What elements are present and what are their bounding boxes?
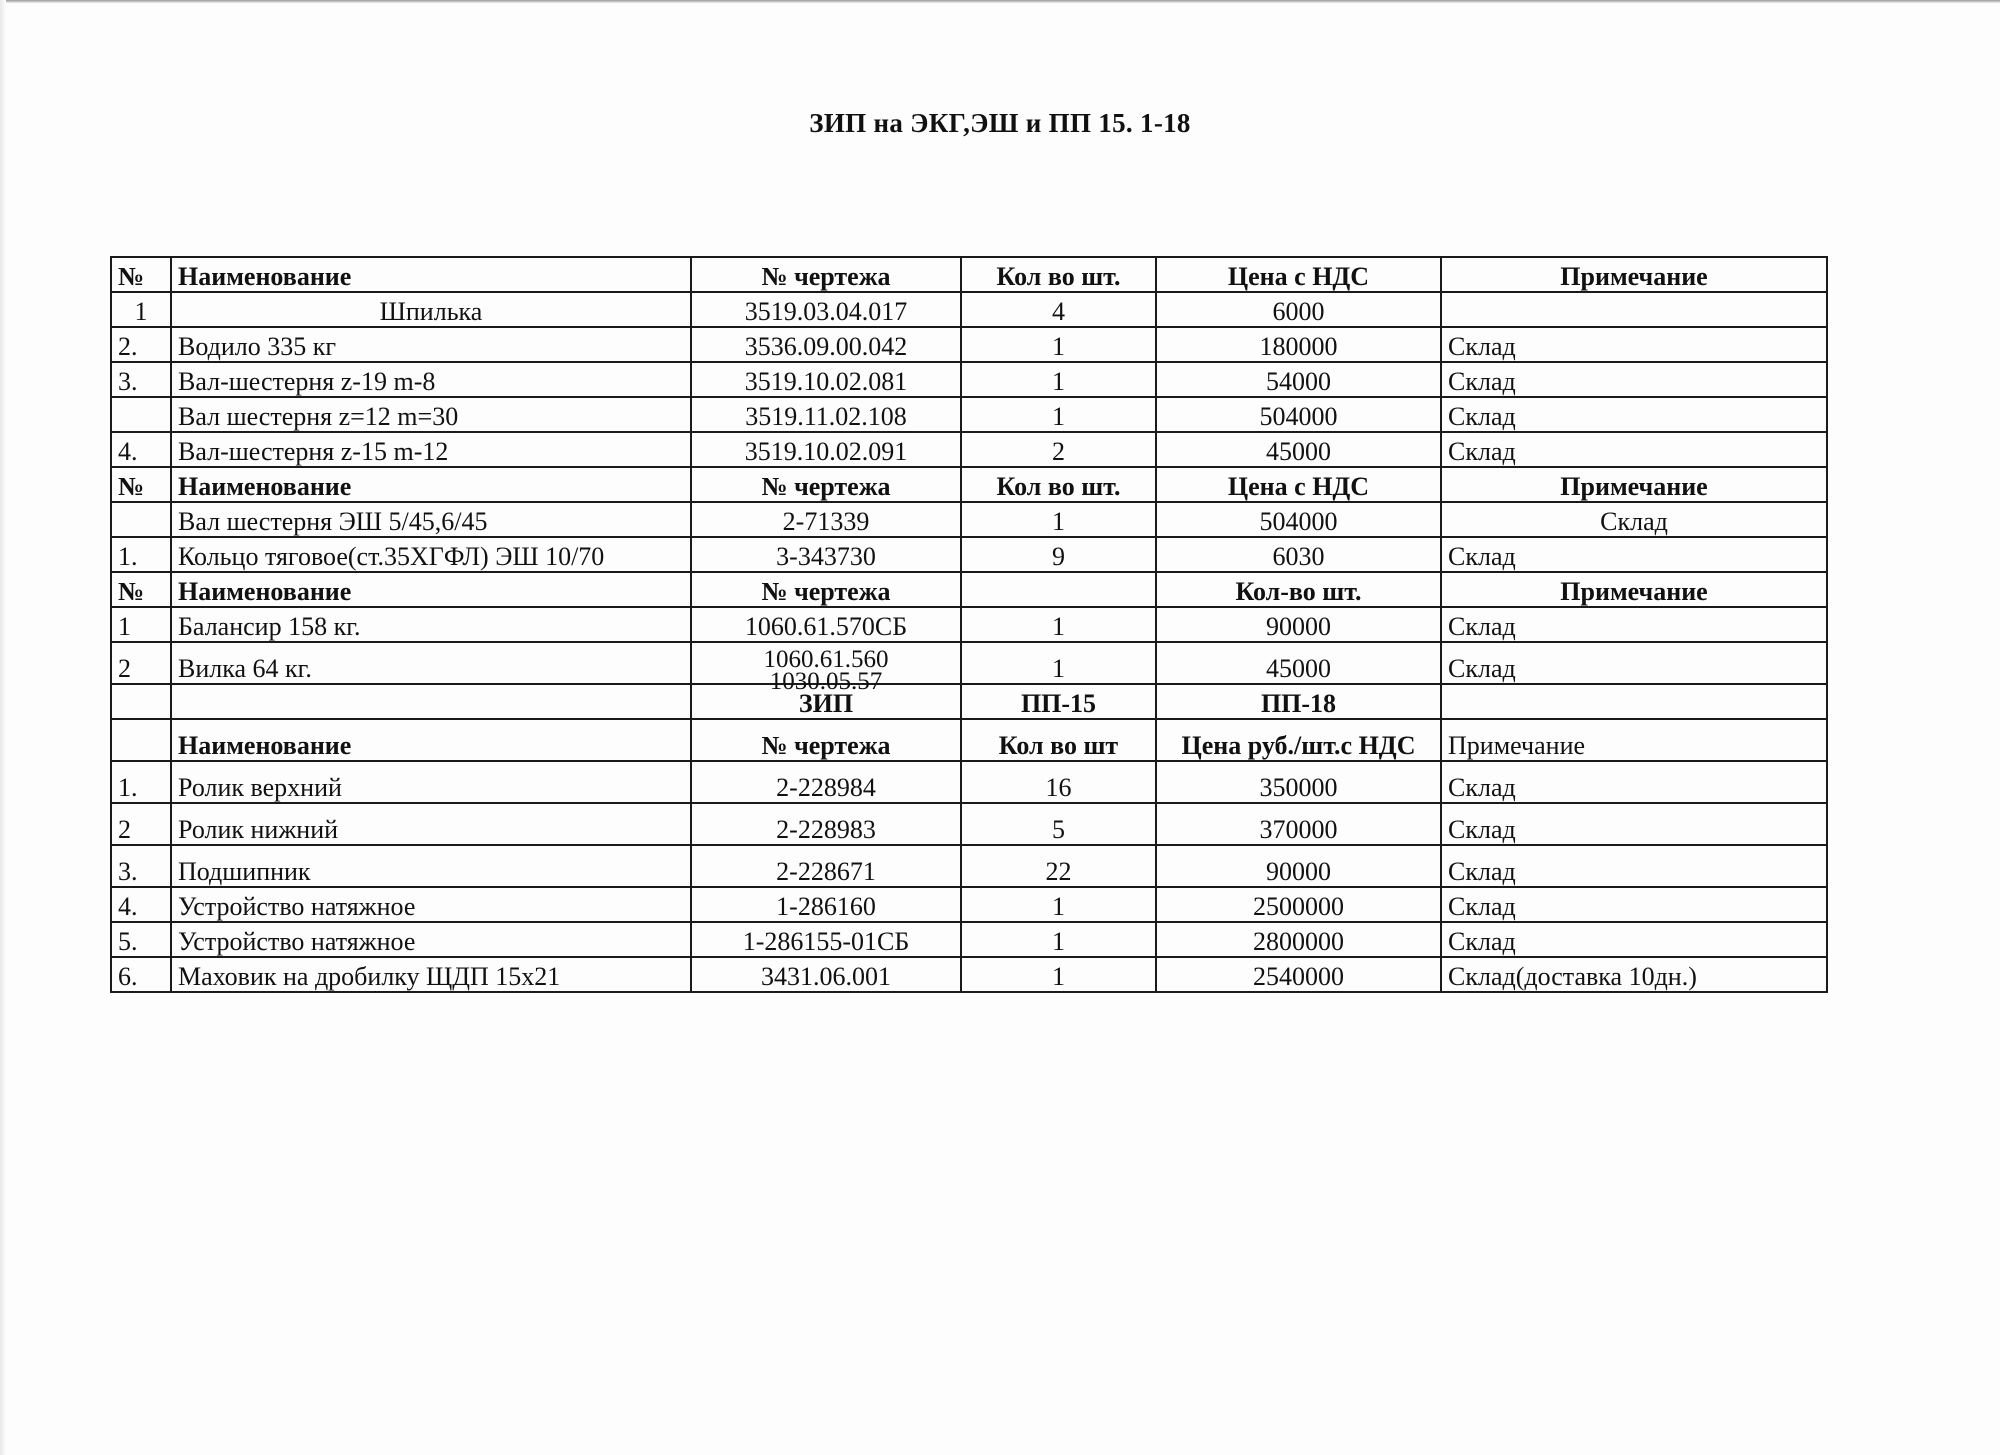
header-row [111, 257, 1827, 292]
cell-drawing-text: 1060.61.560 [763, 646, 889, 673]
cell-num [111, 397, 171, 432]
group-cell-note [1441, 684, 1827, 719]
header-cell-qty: Кол во шт. [961, 257, 1156, 292]
cell-drawing: 2-71339 [691, 502, 961, 537]
cell-note: Склад [1441, 803, 1827, 845]
cell-drawing: 3-343730 [691, 537, 961, 572]
cell-qty: 1 [961, 607, 1156, 642]
cell-num: 1. [111, 761, 171, 803]
header-cell-note: Примечание [1441, 719, 1827, 761]
cell-qty: 4 [961, 292, 1156, 327]
cell-price: 90000 [1156, 845, 1441, 887]
cell-price: 180000 [1156, 327, 1441, 362]
cell-note [1441, 292, 1827, 327]
cell-name: Вал шестерня z=12 m=30 [171, 397, 691, 432]
cell-price: 6030 [1156, 537, 1441, 572]
cell-note: Склад [1441, 537, 1827, 572]
header-cell-name: Наименование [171, 572, 691, 607]
cell-num: 2 [111, 642, 171, 684]
table-row [111, 803, 1827, 845]
header-cell-qty: Кол во шт [961, 719, 1156, 761]
header-cell-name: Наименование [171, 467, 691, 502]
cell-drawing: 1060.61.570СБ [691, 607, 961, 642]
header-cell-num: № [111, 467, 171, 502]
cell-name: Водило 335 кг [171, 327, 691, 362]
cell-num: 3. [111, 845, 171, 887]
table-row [111, 362, 1827, 397]
cell-name: Кольцо тяговое(ст.35ХГФЛ) ЭШ 10/70 [171, 537, 691, 572]
cell-price: 350000 [1156, 761, 1441, 803]
group-cell-num [111, 684, 171, 719]
table-row [111, 607, 1827, 642]
cell-note: Склад(доставка 10дн.) [1441, 957, 1827, 992]
cell-qty: 1 [961, 502, 1156, 537]
group-cell-zip: ЗИП [691, 684, 961, 719]
cell-num: 1 [111, 292, 171, 327]
cell-note: Склад [1441, 502, 1827, 537]
cell-drawing: 3431.06.001 [691, 957, 961, 992]
cell-num: 4. [111, 887, 171, 922]
header-cell-empty [961, 572, 1156, 607]
cell-qty: 1 [961, 397, 1156, 432]
cell-price: 504000 [1156, 502, 1441, 537]
cell-qty: 1 [961, 362, 1156, 397]
cell-name: Подшипник [171, 845, 691, 887]
group-cell-pp18: ПП-18 [1156, 684, 1441, 719]
cell-qty: 22 [961, 845, 1156, 887]
cell-qty: 1 [961, 887, 1156, 922]
cell-qty: 1 [961, 327, 1156, 362]
header-cell-num: № [111, 257, 171, 292]
cell-note: Склад [1441, 887, 1827, 922]
cell-drawing: 3519.03.04.017 [691, 292, 961, 327]
cell-price: 2800000 [1156, 922, 1441, 957]
section-3 [111, 572, 1827, 695]
cell-note: Склад [1441, 397, 1827, 432]
table-row [111, 537, 1827, 572]
cell-num: 5. [111, 922, 171, 957]
section-4 [111, 684, 1827, 992]
table-row [111, 397, 1827, 432]
cell-note: Склад [1441, 642, 1827, 684]
header-cell-price: Цена руб./шт.с НДС [1156, 719, 1441, 761]
table-row [111, 922, 1827, 957]
table-row [111, 845, 1827, 887]
cell-drawing: 3519.10.02.081 [691, 362, 961, 397]
cell-qty: 1 [961, 922, 1156, 957]
table-row [111, 432, 1827, 467]
cell-num: 1. [111, 537, 171, 572]
header-cell-num [111, 719, 171, 761]
header-cell-note: Примечание [1441, 257, 1827, 292]
header-row [111, 719, 1827, 761]
table-row [111, 502, 1827, 537]
header-row [111, 467, 1827, 502]
cell-qty: 16 [961, 761, 1156, 803]
cell-drawing: 2-228671 [691, 845, 961, 887]
cell-num: 1 [111, 607, 171, 642]
header-cell-qty: Кол-во шт. [1156, 572, 1441, 607]
cell-price: 54000 [1156, 362, 1441, 397]
cell-drawing: 3519.10.02.091 [691, 432, 961, 467]
table-row [111, 292, 1827, 327]
cell-drawing: 3519.11.02.108 [691, 397, 961, 432]
cell-drawing-overflow: 1030.05.57 [769, 668, 883, 695]
cell-drawing: 1-286160 [691, 887, 961, 922]
table-row [111, 761, 1827, 803]
cell-name: Вал-шестерня z-19 m-8 [171, 362, 691, 397]
cell-drawing: 2-228983 [691, 803, 961, 845]
cell-note: Склад [1441, 845, 1827, 887]
cell-note: Склад [1441, 362, 1827, 397]
header-cell-qty: Кол во шт. [961, 467, 1156, 502]
cell-num: 6. [111, 957, 171, 992]
section-2 [111, 467, 1827, 572]
cell-drawing: 1-286155-01СБ [691, 922, 961, 957]
section-1 [111, 257, 1827, 467]
cell-name: Вал шестерня ЭШ 5/45,6/45 [171, 502, 691, 537]
cell-drawing: 3536.09.00.042 [691, 327, 961, 362]
group-cell-pp15: ПП-15 [961, 684, 1156, 719]
header-cell-note: Примечание [1441, 572, 1827, 607]
cell-name: Шпилька [171, 292, 691, 327]
cell-name: Балансир 158 кг. [171, 607, 691, 642]
cell-num: 2 [111, 803, 171, 845]
cell-num: 4. [111, 432, 171, 467]
cell-price: 370000 [1156, 803, 1441, 845]
header-cell-note: Примечание [1441, 467, 1827, 502]
cell-price: 2500000 [1156, 887, 1441, 922]
table-row [111, 957, 1827, 992]
cell-qty: 9 [961, 537, 1156, 572]
cell-num: 2. [111, 327, 171, 362]
cell-price: 6000 [1156, 292, 1441, 327]
header-row [111, 572, 1827, 607]
cell-price: 504000 [1156, 397, 1441, 432]
cell-name: Ролик верхний [171, 761, 691, 803]
parts-table [110, 256, 1828, 993]
table-row [111, 327, 1827, 362]
cell-price: 45000 [1156, 642, 1441, 684]
cell-name: Вал-шестерня z-15 m-12 [171, 432, 691, 467]
table-row [111, 642, 1827, 684]
cell-name: Маховик на дробилку ЩДП 15х21 [171, 957, 691, 992]
cell-drawing: 2-228984 [691, 761, 961, 803]
cell-note: Склад [1441, 922, 1827, 957]
header-cell-drawing: № чертежа [691, 719, 961, 761]
cell-name: Вилка 64 кг. [171, 642, 691, 684]
header-cell-drawing: № чертежа [691, 572, 961, 607]
cell-qty: 1 [961, 957, 1156, 992]
cell-name: Ролик нижний [171, 803, 691, 845]
cell-qty: 5 [961, 803, 1156, 845]
header-cell-name: Наименование [171, 719, 691, 761]
cell-name: Устройство натяжное [171, 922, 691, 957]
cell-num: 3. [111, 362, 171, 397]
header-cell-price: Цена с НДС [1156, 257, 1441, 292]
header-cell-drawing: № чертежа [691, 467, 961, 502]
group-cell-name [171, 684, 691, 719]
cell-num [111, 502, 171, 537]
cell-price: 90000 [1156, 607, 1441, 642]
cell-note: Склад [1441, 432, 1827, 467]
header-cell-name: Наименование [171, 257, 691, 292]
cell-name: Устройство натяжное [171, 887, 691, 922]
header-cell-drawing: № чертежа [691, 257, 961, 292]
cell-qty: 2 [961, 432, 1156, 467]
header-cell-num: № [111, 572, 171, 607]
cell-note: Склад [1441, 761, 1827, 803]
cell-price: 2540000 [1156, 957, 1441, 992]
scan-shadow [0, 0, 6, 1455]
cell-drawing [691, 642, 961, 695]
group-row [111, 684, 1827, 719]
cell-note: Склад [1441, 327, 1827, 362]
cell-qty: 1 [961, 642, 1156, 684]
cell-note: Склад [1441, 607, 1827, 642]
scan-edge [0, 0, 2000, 3]
document-title: ЗИП на ЭКГ,ЭШ и ПП 15. 1-18 [809, 108, 1191, 138]
table-row [111, 887, 1827, 922]
cell-price: 45000 [1156, 432, 1441, 467]
header-cell-price: Цена с НДС [1156, 467, 1441, 502]
